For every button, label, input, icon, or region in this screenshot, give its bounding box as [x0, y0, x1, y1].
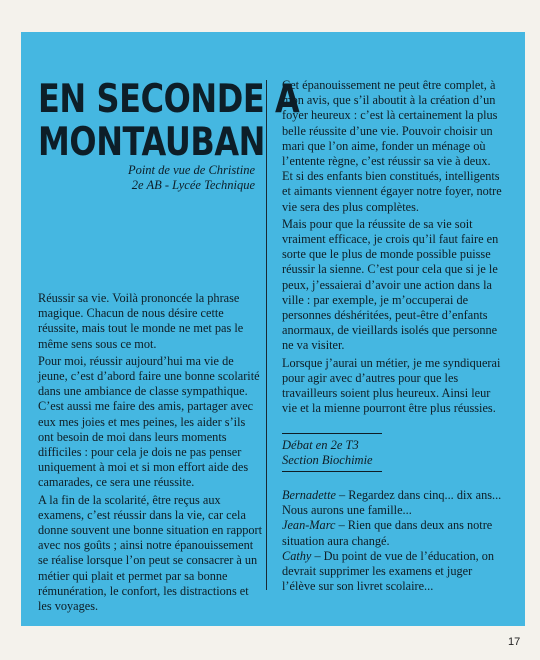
debate-rule-top — [282, 433, 382, 434]
debate-title-line-2: Section Biochimie — [282, 452, 373, 467]
column-divider — [266, 80, 267, 590]
paragraph: Mais pour que la réussite de sa vie soit vraiment efficace, je crois qu’il faut faire en sorte que le plus de monde possible puisse réussir la sienne. C’est pour cela que si je le peux, j’essaierai d’avoir une action dans la ville : par exemple, je m’occuperai de personnes déshéritées, peut-être d’enfants anormaux, de vieillards isolés que personne ne va visiter. — [282, 216, 499, 353]
debate-title-line-1: Débat en 2e T3 — [282, 438, 359, 452]
dialogue-line — [282, 518, 502, 548]
dialogue-text: – Regardez dans cinq... dix ans... Nous aurons une famille... — [282, 488, 502, 518]
byline-line-2: 2e AB - Lycée Technique — [131, 178, 255, 192]
paragraph: Pour moi, réussir aujourd’hui ma vie de jeune, c’est d’abord faire une bonne scolarité dans une ambiance de classe sympathique. C’est aussi me faire des amis, partager avec eux mes joies et mes peines, les aider s’ils ont besoin de moi dans leurs moments difficiles : pour cela je dois ne pas penser uniquement à moi et si mon effort aide des camarades, ce sera une réussite. — [38, 353, 260, 490]
dialogue-text: – Du point de vue de l’éducation, on devrait supprimer les examens et juger l’élève sur son livret scolaire... — [282, 548, 495, 594]
speaker-name: Cathy — [282, 548, 312, 563]
article-byline — [100, 163, 255, 193]
dialogue-text: – Rien que dans deux ans notre situation aura changé. — [282, 518, 493, 548]
debate-dialogue — [282, 488, 502, 594]
speaker-name: Jean-Marc — [282, 518, 336, 533]
debate-rule-bottom — [282, 471, 382, 472]
title-line-2: MONTAUBAN — [38, 120, 266, 165]
page-number: 17 — [508, 636, 521, 648]
byline-line-1: Point de vue de Christine — [127, 163, 255, 177]
paragraph: Réussir sa vie. Voilà prononcée la phrase magique. Chacun de nous désire cette réussite, mais tout le monde ne met pas le même sens sous ce mot. — [38, 291, 244, 351]
paragraph: Lorsque j’aurai un métier, je me syndiquerai pour agir avec d’autres pour que les travailleurs soient plus heureux. Ainsi leur vie et la mienne pourront être plus réussies. — [282, 355, 501, 416]
speaker-name: Bernadette — [282, 488, 336, 502]
dialogue-line — [282, 488, 502, 518]
title-line-1: EN SECONDE A — [38, 77, 300, 122]
debate-header — [282, 433, 502, 472]
dialogue-line — [282, 549, 502, 595]
left-column — [38, 291, 263, 616]
article-title — [38, 77, 300, 165]
right-column — [282, 78, 502, 418]
paragraph: Cet épanouissement ne peut être complet, à mon avis, que s’il aboutit à la création d’un foyer heureux : c’est là certainement la plus belle réussite d’une vie. Pouvoir choisir un mari que l’on aime, fonder un ménage où l’entente règne, c’est réussir sa vie à deux. Et si des enfants bien constitués, intelligents et aimants viennent égayer notre foyer, notre vie sera des plus complètes. — [282, 78, 502, 214]
paragraph: A la fin de la scolarité, être reçus aux examens, c’est réussir dans la vie, car cela donne souvent une bonne situation en rapport avec nos goûts ; ainsi notre épanouissement se réalise lorsque l’on peut se consacrer à un métier qui plait et permet par sa bonne rémunération, le confort, les distractions et les voyages. — [38, 492, 263, 614]
